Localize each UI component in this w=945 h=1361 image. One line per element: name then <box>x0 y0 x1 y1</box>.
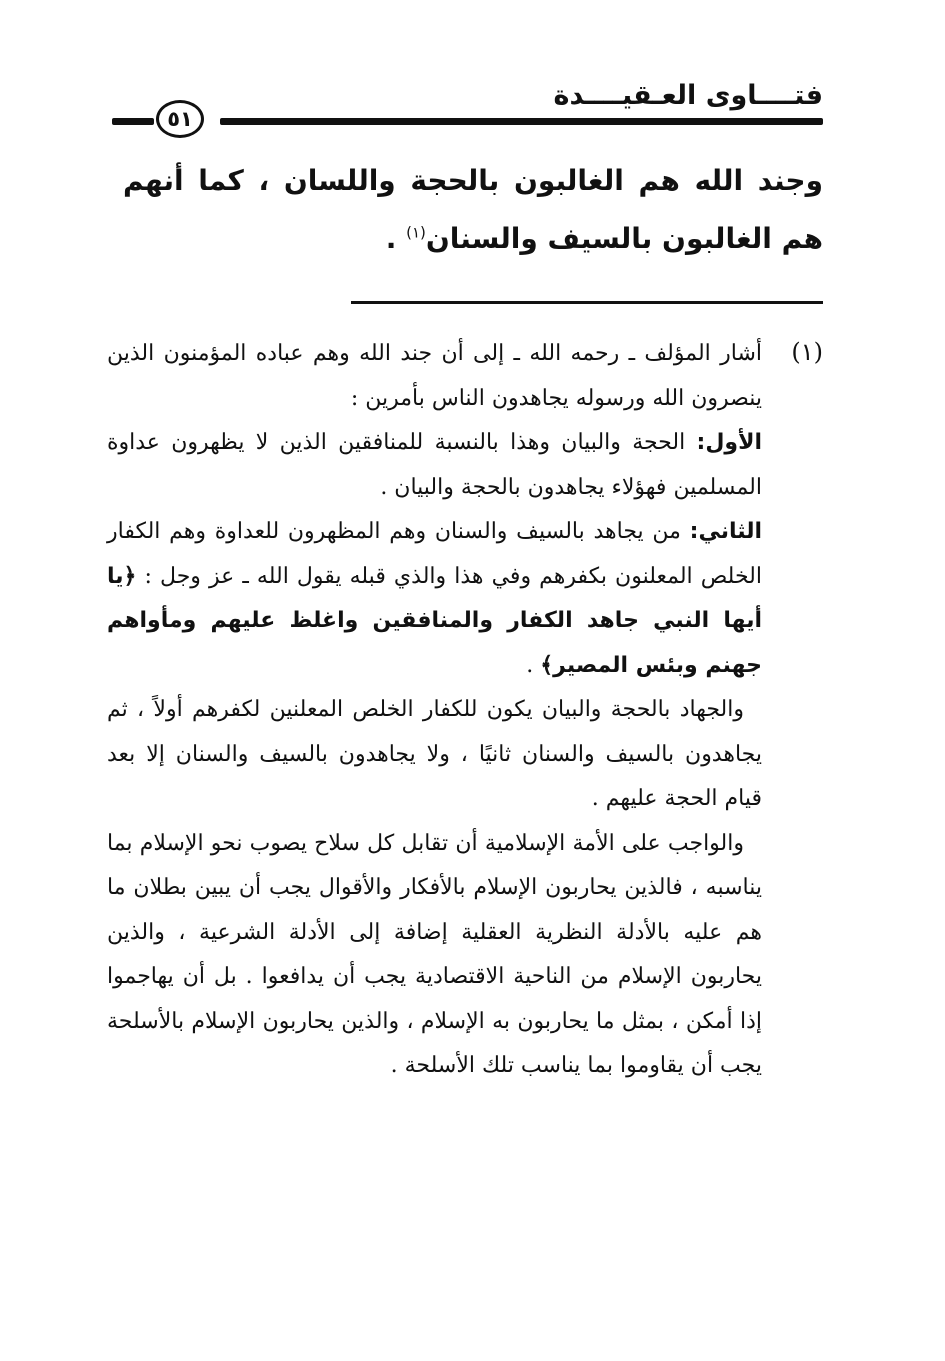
second-point-label: الثاني: <box>689 519 762 544</box>
page-number-badge: ٥١ <box>156 100 204 138</box>
footnote-reference: (١) <box>406 223 426 242</box>
header-rule-left <box>112 118 154 125</box>
first-point-label: الأول: <box>696 430 762 455</box>
footnote-point-first <box>107 421 762 510</box>
first-point-text: الحجة والبيان وهذا بالنسبة للمنافقين الذين لا يظهرون عداوة المسلمين فهؤلاء يجاهدون بالحجة والبيان . <box>107 430 762 500</box>
running-header-title: فتــــاوى العـقيــــدة <box>553 80 823 111</box>
footnote-paragraph-jihad: والجهاد بالحجة والبيان يكون للكفار الخلص المعلنين لكفرهم أولاً ، ثم يجاهدون بالسيف والسنان ثانيًا ، ولا يجاهدون بالسيف والسنان إلا بعد قيام الحجة عليهم . <box>107 697 762 811</box>
quran-verse: ﴿يا أيها النبي جاهد الكفار والمنافقين واغلظ عليهم ومأواهم جهنم وبئس المصير﴾ <box>107 563 762 678</box>
footnote-intro: أشار المؤلف ـ رحمه الله ـ إلى أن جند الله وهم عباده المؤمنون الذين ينصرون الله ورسوله يجاهدون الناس بأمرين : <box>107 341 762 411</box>
main-text-end: . <box>385 222 407 255</box>
second-point-text: من يجاهد بالسيف والسنان وهم المظهرون للعداوة وهم الكفار الخلص المعلنون بكفرهم وفي هذا والذي قبله يقول الله ـ عز وجل : <box>107 519 762 589</box>
verse-end: . <box>526 652 541 678</box>
header-rule <box>220 118 823 125</box>
footnote-marker: (١) <box>791 338 823 366</box>
footnote-paragraph-duty: والواجب على الأمة الإسلامية أن تقابل كل سلاح يصوب نحو الإسلام بما يناسبه ، فالذين يحاربون الإسلام بالأفكار والأقوال يجب أن يبين بطلان ما هم عليه بالأدلة النظرية العقلية إضافة إلى الأدلة الشرعية ، والذين يحاربون الإسلام من الناحية الاقتصادية يجب أن يدافعوا . بل أن يهاجموا إذا أمكن ، بمثل ما يحاربون به الإسلام ، والذين يحاربون الإسلام بالأسلحة يجب أن يقاوموا بما يناسب تلك الأسلحة . <box>107 830 762 1078</box>
footnote-point-second <box>107 510 762 688</box>
main-text-body: وجند الله هم الغالبون بالحجة واللسان ، كما أنهم هم الغالبون بالسيف والسنان <box>123 164 823 255</box>
main-paragraph <box>123 152 823 268</box>
footnote-body <box>107 332 762 1089</box>
footnote-separator <box>351 301 823 304</box>
